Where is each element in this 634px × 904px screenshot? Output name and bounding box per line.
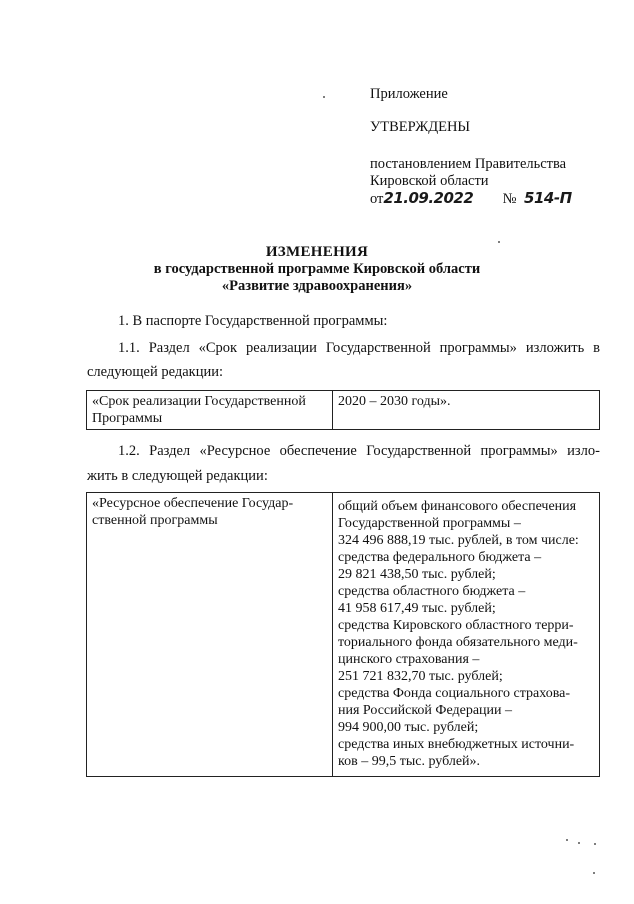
cell-line: средства Фонда социального страхова- <box>338 686 571 701</box>
cell-line: ков – 99,5 тыс. рублей». <box>338 754 481 769</box>
decree-line-1: постановлением Правительства <box>370 156 567 172</box>
scan-speck <box>594 843 596 845</box>
document-subtitle-line-2: «Развитие здравоохранения» <box>221 278 413 294</box>
cell-line: 994 900,00 тыс. рублей; <box>338 720 479 735</box>
paragraph-word: Раздел <box>149 443 191 459</box>
cell-line: ния Российской Федерации – <box>338 703 513 718</box>
cell-line: 324 496 888,19 тыс. рублей, в том числе: <box>338 533 579 548</box>
cell-line: 2020 – 2030 годы». <box>338 394 451 409</box>
paragraph-1: 1. В паспорте Государственной программы: <box>118 313 388 329</box>
paragraph-word: Раздел <box>148 340 190 356</box>
paragraph-word: программы» <box>439 340 517 356</box>
cell-line: «Срок реализации Государственной <box>92 394 306 409</box>
paragraph-word: программы» <box>480 443 558 459</box>
number-prefix: № <box>502 191 517 207</box>
resources-value-cell <box>333 493 600 777</box>
cell-line: ственной программы <box>92 513 218 528</box>
appendix-label: Приложение <box>370 86 448 102</box>
cell-line: цинского страхования – <box>338 652 480 667</box>
paragraph-word: Государственной <box>325 340 431 356</box>
paragraph-1-1-line-2: следующей редакции: <box>87 364 224 380</box>
cell-line: общий объем финансового обеспечения <box>338 499 577 514</box>
resources-label-cell <box>87 493 333 777</box>
paragraph-word: обеспечение <box>279 443 357 459</box>
cell-line: ториального фонда обязательного меди- <box>338 635 578 650</box>
cell-line: 41 958 617,49 тыс. рублей; <box>338 601 496 616</box>
paragraph-1-2-line-1 <box>118 443 600 460</box>
document-title-block <box>0 244 634 295</box>
cell-line: средства федерального бюджета – <box>338 550 542 565</box>
scan-speck <box>498 241 500 243</box>
cell-line: средства областного бюджета – <box>338 584 526 599</box>
document-title: ИЗМЕНЕНИЯ <box>265 244 369 260</box>
approval-block <box>370 86 572 208</box>
scan-speck <box>578 842 580 844</box>
cell-line: средства Кировского областного терри- <box>338 618 574 633</box>
decree-line-2: Кировской области <box>370 173 489 189</box>
paragraph-word: «Срок <box>198 340 238 356</box>
scan-speck <box>593 872 595 874</box>
cell-line: Программы <box>92 411 163 426</box>
paragraph-word: изло- <box>567 443 600 459</box>
scan-speck <box>323 96 325 98</box>
cell-line: 29 821 438,50 тыс. рублей; <box>338 567 496 582</box>
date-number-row <box>370 190 572 208</box>
paragraph-word: «Ресурсное <box>199 443 271 459</box>
approved-label: УТВЕРЖДЕНЫ <box>370 119 471 135</box>
paragraph-word: реализации <box>246 340 317 356</box>
cell-line: 251 721 832,70 тыс. рублей; <box>338 669 503 684</box>
handwritten-date: 21.09.2022 <box>383 189 474 207</box>
paragraph-1-1-line-1 <box>118 340 600 357</box>
paragraph-word: в <box>593 340 600 356</box>
resources-table <box>86 492 600 777</box>
scan-speck <box>566 839 568 841</box>
cell-line: средства иных внебюджетных источни- <box>338 737 575 752</box>
term-table <box>86 390 600 430</box>
paragraph-word: 1.2. <box>118 443 140 459</box>
document-subtitle-line-1: в государственной программе Кировской области <box>153 261 481 277</box>
paragraph-word: 1.1. <box>118 340 140 356</box>
date-prefix: от <box>370 191 384 207</box>
cell-line: Государственной программы – <box>338 516 521 531</box>
table-row <box>87 391 600 430</box>
term-value-cell <box>333 391 600 430</box>
paragraph-word: изложить <box>525 340 585 356</box>
paragraph-word: Государственной <box>366 443 472 459</box>
cell-line: «Ресурсное обеспечение Государ- <box>92 496 294 511</box>
paragraph-1-2-line-2: жить в следующей редакции: <box>87 468 268 484</box>
term-label-cell <box>87 391 333 430</box>
table-row <box>87 493 600 777</box>
handwritten-number: 514-П <box>524 189 572 207</box>
